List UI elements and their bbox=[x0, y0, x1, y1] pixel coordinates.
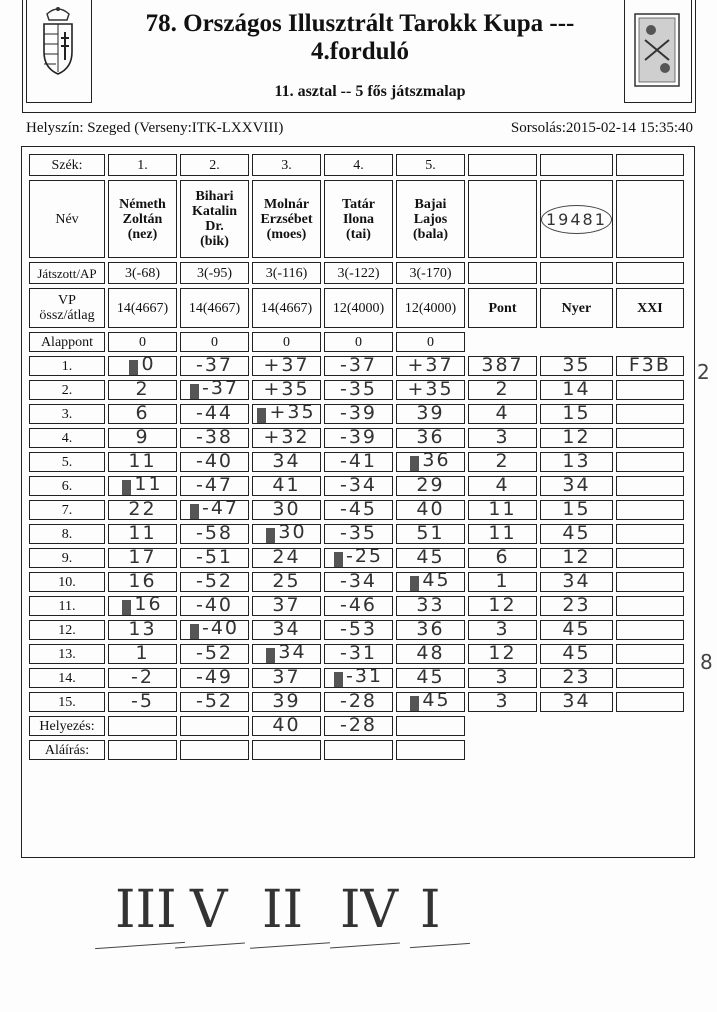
score-cell: +37 bbox=[396, 356, 465, 376]
pont-header: Pont bbox=[468, 288, 537, 328]
score-cell: 48 bbox=[396, 644, 465, 664]
base-row bbox=[29, 332, 684, 352]
handwritten-id: 19481 bbox=[541, 205, 612, 234]
placement-cell bbox=[180, 716, 249, 736]
handwritten-id-cell bbox=[540, 180, 613, 258]
nyer-cell: 13 bbox=[540, 452, 613, 472]
seat-label: Szék: bbox=[29, 154, 105, 176]
game-row bbox=[29, 596, 684, 616]
xxi-cell bbox=[616, 596, 684, 616]
score-cell: 11 bbox=[108, 452, 177, 472]
score-cell: -41 bbox=[324, 452, 393, 472]
nyer-cell: 45 bbox=[540, 524, 613, 544]
game-number: 12. bbox=[29, 620, 105, 640]
pont-cell: 1 bbox=[468, 572, 537, 592]
placement-cell: -28 bbox=[324, 716, 393, 736]
score-cell: 34 bbox=[252, 644, 321, 664]
xxi-cell bbox=[616, 524, 684, 544]
game-row bbox=[29, 476, 684, 496]
game-number: 3. bbox=[29, 404, 105, 424]
tarot-card-frame bbox=[624, 0, 692, 103]
played-value: 3(-95) bbox=[180, 262, 249, 284]
game-row bbox=[29, 692, 684, 712]
score-cell: -51 bbox=[180, 548, 249, 568]
base-value: 0 bbox=[108, 332, 177, 352]
score-cell: 37 bbox=[252, 668, 321, 688]
score-cell: 39 bbox=[396, 404, 465, 424]
game-number: 4. bbox=[29, 428, 105, 448]
pont-cell: 3 bbox=[468, 692, 537, 712]
game-row bbox=[29, 404, 684, 424]
score-cell: -47 bbox=[180, 476, 249, 496]
pont-cell: 4 bbox=[468, 476, 537, 496]
score-cell: 40 bbox=[396, 500, 465, 520]
game-row bbox=[29, 356, 684, 376]
score-table bbox=[26, 150, 687, 764]
score-cell: 34 bbox=[252, 620, 321, 640]
xxi-cell bbox=[616, 452, 684, 472]
score-cell: -52 bbox=[180, 692, 249, 712]
dealer-mark bbox=[190, 624, 199, 639]
nyer-cell: 23 bbox=[540, 668, 613, 688]
score-cell: -35 bbox=[324, 524, 393, 544]
score-cell: -44 bbox=[180, 404, 249, 424]
score-cell: -47 bbox=[180, 500, 249, 520]
xxi-cell bbox=[616, 620, 684, 640]
nyer-cell: 14 bbox=[540, 380, 613, 400]
vp-value: 12(4000) bbox=[324, 288, 393, 328]
score-cell: 16 bbox=[108, 572, 177, 592]
crest-frame bbox=[26, 0, 92, 103]
score-cell: 0 bbox=[108, 356, 177, 376]
xxi-cell bbox=[616, 668, 684, 688]
rank-player-2: V bbox=[190, 880, 228, 940]
seat-number: 5. bbox=[396, 154, 465, 176]
pont-cell: 6 bbox=[468, 548, 537, 568]
game-number: 6. bbox=[29, 476, 105, 496]
signature-cell[interactable] bbox=[180, 740, 249, 760]
rank-underline bbox=[330, 943, 400, 949]
score-cell: 13 bbox=[108, 620, 177, 640]
game-number: 8. bbox=[29, 524, 105, 544]
pont-cell: 387 bbox=[468, 356, 537, 376]
score-cell: -28 bbox=[324, 692, 393, 712]
xxi-cell bbox=[616, 500, 684, 520]
pont-cell: 3 bbox=[468, 428, 537, 448]
score-cell: -40 bbox=[180, 596, 249, 616]
game-number: 11. bbox=[29, 596, 105, 616]
game-row bbox=[29, 548, 684, 568]
score-cell: 29 bbox=[396, 476, 465, 496]
game-row bbox=[29, 668, 684, 688]
score-cell: 45 bbox=[396, 572, 465, 592]
dealer-mark bbox=[334, 552, 343, 567]
dealer-mark bbox=[257, 408, 266, 423]
score-cell: -58 bbox=[180, 524, 249, 544]
sheet-subtitle: 11. asztal -- 5 fős játszmalap bbox=[274, 83, 466, 100]
pont-cell: 12 bbox=[468, 596, 537, 616]
score-cell: 30 bbox=[252, 500, 321, 520]
base-value: 0 bbox=[324, 332, 393, 352]
game-number: 13. bbox=[29, 644, 105, 664]
score-cell: 41 bbox=[252, 476, 321, 496]
score-cell: -49 bbox=[180, 668, 249, 688]
score-cell: -37 bbox=[180, 380, 249, 400]
game-row bbox=[29, 452, 684, 472]
score-cell: -37 bbox=[324, 356, 393, 376]
vp-value: 14(4667) bbox=[108, 288, 177, 328]
score-cell: 25 bbox=[252, 572, 321, 592]
vp-label: VP össz/átlag bbox=[29, 288, 105, 328]
xxi-header: XXI bbox=[616, 288, 684, 328]
pont-cell: 12 bbox=[468, 644, 537, 664]
played-row bbox=[29, 262, 684, 284]
nyer-cell: 34 bbox=[540, 692, 613, 712]
score-cell: -53 bbox=[324, 620, 393, 640]
page-title: 78. Országos Illusztrált Tarokk Kupa --- 4.forduló bbox=[145, 10, 575, 65]
nyer-cell: 15 bbox=[540, 500, 613, 520]
signature-cell[interactable] bbox=[252, 740, 321, 760]
vp-row bbox=[29, 288, 684, 328]
score-cell: 45 bbox=[396, 668, 465, 688]
xxi-cell: F3B bbox=[616, 356, 684, 376]
score-cell: -40 bbox=[180, 620, 249, 640]
played-value: 3(-116) bbox=[252, 262, 321, 284]
pont-cell: 3 bbox=[468, 620, 537, 640]
score-cell: -35 bbox=[324, 380, 393, 400]
score-cell: -38 bbox=[180, 428, 249, 448]
game-row bbox=[29, 428, 684, 448]
nyer-cell: 15 bbox=[540, 404, 613, 424]
empty-cell bbox=[540, 154, 613, 176]
score-cell: +37 bbox=[252, 356, 321, 376]
dealer-mark bbox=[334, 672, 343, 687]
game-row bbox=[29, 572, 684, 592]
rank-underline bbox=[250, 942, 330, 949]
dealer-mark bbox=[410, 456, 419, 471]
dealer-mark bbox=[122, 600, 131, 615]
player-name: Németh Zoltán (nez) bbox=[108, 180, 177, 258]
rank-player-4: IV bbox=[340, 880, 399, 940]
placement-cell bbox=[396, 716, 465, 736]
seat-number: 2. bbox=[180, 154, 249, 176]
signature-cell[interactable] bbox=[396, 740, 465, 760]
score-cell: -39 bbox=[324, 404, 393, 424]
score-cell: 17 bbox=[108, 548, 177, 568]
placement-cell bbox=[108, 716, 177, 736]
xxi-cell bbox=[616, 428, 684, 448]
player-name: Tatár Ilona (tai) bbox=[324, 180, 393, 258]
score-cell: +32 bbox=[252, 428, 321, 448]
xxi-cell bbox=[616, 380, 684, 400]
score-cell: 30 bbox=[252, 524, 321, 544]
signature-cell[interactable] bbox=[324, 740, 393, 760]
nyer-cell: 45 bbox=[540, 644, 613, 664]
score-cell: 39 bbox=[252, 692, 321, 712]
score-cell: 45 bbox=[396, 692, 465, 712]
placement-cell: 40 bbox=[252, 716, 321, 736]
score-cell: +35 bbox=[252, 380, 321, 400]
rank-underline bbox=[175, 943, 245, 949]
score-cell: -25 bbox=[324, 548, 393, 568]
score-cell: -37 bbox=[180, 356, 249, 376]
score-cell: +35 bbox=[396, 380, 465, 400]
played-label: Játszott/AP bbox=[29, 262, 105, 284]
name-row bbox=[29, 180, 684, 258]
score-cell: 34 bbox=[252, 452, 321, 472]
base-value: 0 bbox=[252, 332, 321, 352]
game-number: 1. bbox=[29, 356, 105, 376]
nyer-header: Nyer bbox=[540, 288, 613, 328]
score-cell: 36 bbox=[396, 428, 465, 448]
game-row bbox=[29, 380, 684, 400]
played-value: 3(-122) bbox=[324, 262, 393, 284]
game-row bbox=[29, 644, 684, 664]
rank-player-1: III bbox=[115, 880, 177, 940]
empty-cell bbox=[468, 180, 537, 258]
score-cell: -45 bbox=[324, 500, 393, 520]
score-cell: 33 bbox=[396, 596, 465, 616]
score-cell: 45 bbox=[396, 548, 465, 568]
dealer-mark bbox=[122, 480, 131, 495]
pont-cell: 11 bbox=[468, 500, 537, 520]
vp-value: 12(4000) bbox=[396, 288, 465, 328]
rank-underline bbox=[410, 943, 470, 948]
score-cell: 36 bbox=[396, 452, 465, 472]
xxi-cell bbox=[616, 644, 684, 664]
pont-cell: 3 bbox=[468, 668, 537, 688]
game-number: 9. bbox=[29, 548, 105, 568]
side-mark: 2 bbox=[697, 360, 710, 384]
xxi-cell bbox=[616, 548, 684, 568]
pont-cell: 4 bbox=[468, 404, 537, 424]
score-cell: 24 bbox=[252, 548, 321, 568]
base-value: 0 bbox=[180, 332, 249, 352]
nyer-cell: 34 bbox=[540, 572, 613, 592]
game-number: 7. bbox=[29, 500, 105, 520]
empty-cell bbox=[616, 332, 684, 352]
score-cell: -39 bbox=[324, 428, 393, 448]
pont-cell: 2 bbox=[468, 380, 537, 400]
game-number: 15. bbox=[29, 692, 105, 712]
signature-label: Aláírás: bbox=[29, 740, 105, 760]
dealer-mark bbox=[266, 648, 275, 663]
empty-cell bbox=[468, 154, 537, 176]
nyer-cell: 12 bbox=[540, 548, 613, 568]
game-number: 2. bbox=[29, 380, 105, 400]
dealer-mark bbox=[266, 528, 275, 543]
score-cell: 11 bbox=[108, 524, 177, 544]
dealer-mark bbox=[410, 696, 419, 711]
score-cell: +35 bbox=[252, 404, 321, 424]
nyer-cell: 35 bbox=[540, 356, 613, 376]
score-cell: 6 bbox=[108, 404, 177, 424]
empty-cell bbox=[616, 154, 684, 176]
score-cell: -40 bbox=[180, 452, 249, 472]
draw-timestamp: Sorsolás:2015-02-14 15:35:40 bbox=[510, 120, 693, 136]
side-mark: 8 bbox=[700, 650, 713, 674]
location-text: Helyszín: Szeged (Verseny:ITK-LXXVIII) bbox=[26, 120, 284, 136]
empty-cell bbox=[468, 262, 537, 284]
base-value: 0 bbox=[396, 332, 465, 352]
played-value: 3(-68) bbox=[108, 262, 177, 284]
coat-of-arms-icon bbox=[27, 0, 89, 100]
signature-row bbox=[29, 740, 684, 760]
score-cell: -31 bbox=[324, 644, 393, 664]
score-cell: 51 bbox=[396, 524, 465, 544]
dealer-mark bbox=[190, 384, 199, 399]
xxi-cell bbox=[616, 404, 684, 424]
signature-cell[interactable] bbox=[108, 740, 177, 760]
empty-cell bbox=[540, 332, 613, 352]
score-cell: -34 bbox=[324, 476, 393, 496]
seat-row bbox=[29, 154, 684, 176]
rank-player-5: I bbox=[420, 880, 441, 940]
nyer-cell: 23 bbox=[540, 596, 613, 616]
dealer-mark bbox=[129, 360, 138, 375]
player-name: Molnár Erzsébet (moes) bbox=[252, 180, 321, 258]
seat-number: 3. bbox=[252, 154, 321, 176]
game-row bbox=[29, 524, 684, 544]
score-cell: -46 bbox=[324, 596, 393, 616]
vp-value: 14(4667) bbox=[252, 288, 321, 328]
rank-player-3: II bbox=[262, 880, 304, 940]
xxi-cell bbox=[616, 476, 684, 496]
pont-cell: 11 bbox=[468, 524, 537, 544]
dealer-mark bbox=[410, 576, 419, 591]
placement-label: Helyezés: bbox=[29, 716, 105, 736]
empty-cell bbox=[540, 262, 613, 284]
xxi-cell bbox=[616, 692, 684, 712]
score-cell: -34 bbox=[324, 572, 393, 592]
dealer-mark bbox=[190, 504, 199, 519]
name-label: Név bbox=[29, 180, 105, 258]
score-cell: -31 bbox=[324, 668, 393, 688]
xxi-cell bbox=[616, 572, 684, 592]
score-cell: 16 bbox=[108, 596, 177, 616]
game-row bbox=[29, 500, 684, 520]
played-value: 3(-170) bbox=[396, 262, 465, 284]
game-number: 10. bbox=[29, 572, 105, 592]
pont-cell: 2 bbox=[468, 452, 537, 472]
score-cell: -52 bbox=[180, 644, 249, 664]
empty-cell bbox=[616, 180, 684, 258]
vp-value: 14(4667) bbox=[180, 288, 249, 328]
nyer-cell: 12 bbox=[540, 428, 613, 448]
score-cell: 2 bbox=[108, 380, 177, 400]
score-cell: 37 bbox=[252, 596, 321, 616]
empty-cell bbox=[616, 262, 684, 284]
score-cell: 11 bbox=[108, 476, 177, 496]
player-name: Bihari Katalin Dr. (bik) bbox=[180, 180, 249, 258]
player-name: Bajai Lajos (bala) bbox=[396, 180, 465, 258]
nyer-cell: 45 bbox=[540, 620, 613, 640]
score-cell: 1 bbox=[108, 644, 177, 664]
score-cell: 36 bbox=[396, 620, 465, 640]
rank-underline bbox=[95, 942, 185, 949]
base-label: Alappont bbox=[29, 332, 105, 352]
score-cell: 22 bbox=[108, 500, 177, 520]
score-cell: -5 bbox=[108, 692, 177, 712]
seat-number: 4. bbox=[324, 154, 393, 176]
score-cell: -2 bbox=[108, 668, 177, 688]
empty-cell bbox=[468, 332, 537, 352]
score-cell: -52 bbox=[180, 572, 249, 592]
placement-row bbox=[29, 716, 684, 736]
nyer-cell: 34 bbox=[540, 476, 613, 496]
seat-number: 1. bbox=[108, 154, 177, 176]
game-row bbox=[29, 620, 684, 640]
game-number: 5. bbox=[29, 452, 105, 472]
tarot-card-icon bbox=[625, 0, 689, 100]
game-number: 14. bbox=[29, 668, 105, 688]
score-cell: 9 bbox=[108, 428, 177, 448]
